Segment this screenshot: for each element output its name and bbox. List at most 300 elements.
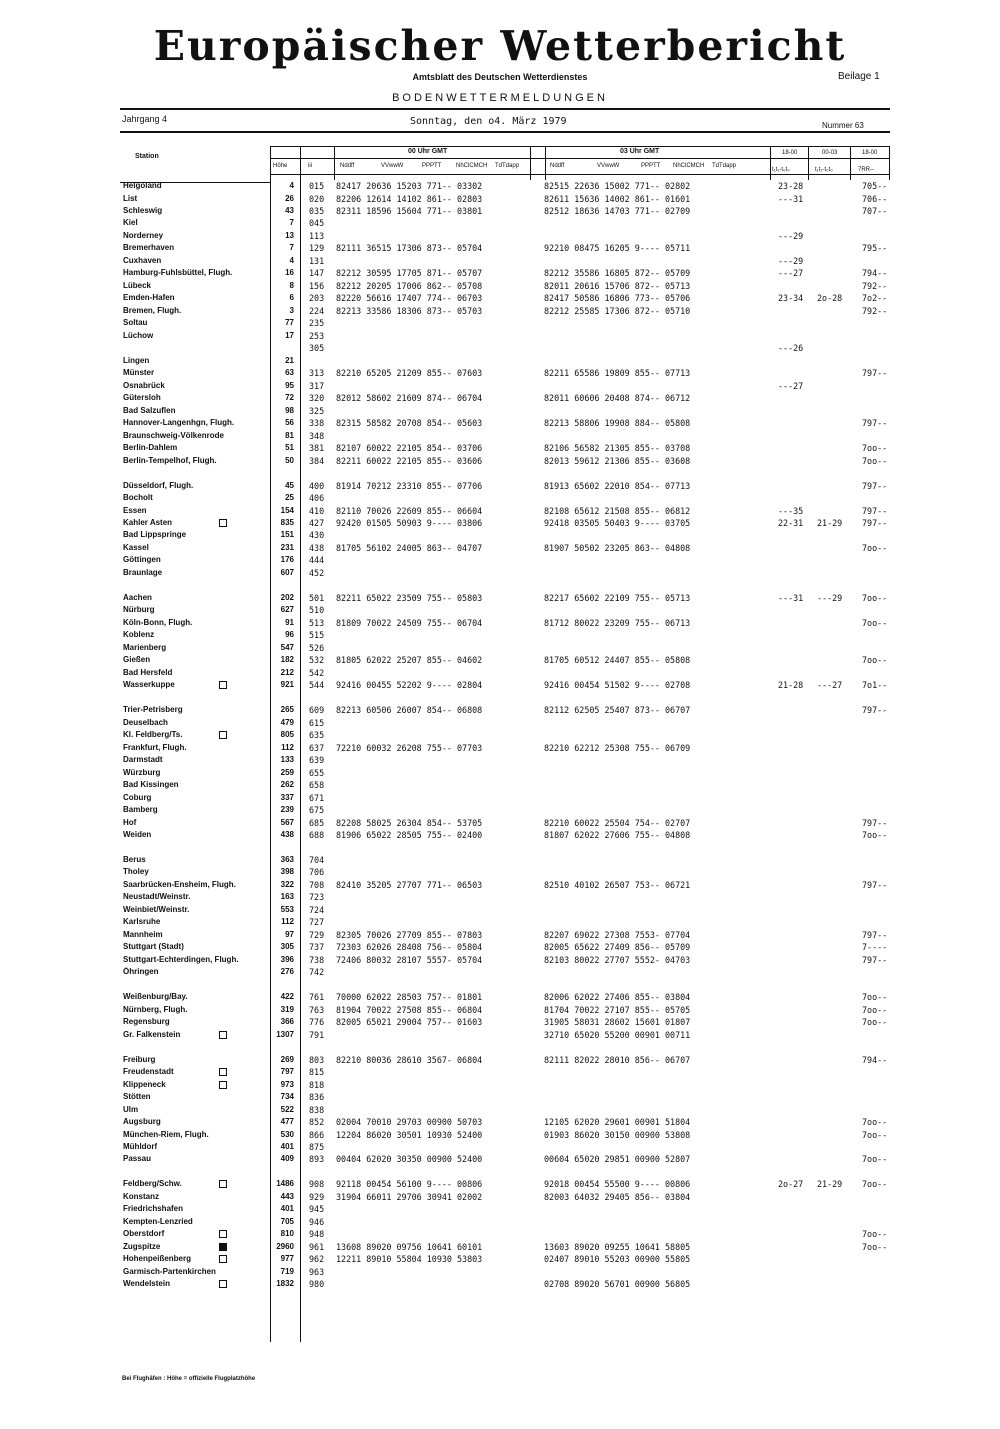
precip-group: 792-- [862, 305, 888, 316]
temp-range-18-00: ---35 [778, 505, 804, 516]
table-row [0, 1142, 1000, 1152]
precip-group: 797-- [862, 705, 888, 716]
obs-00-gmt: 82111 36515 17306 873-- 05704 [336, 243, 483, 254]
table-row [0, 530, 1000, 540]
table-row [0, 493, 1000, 503]
obs-03-gmt: 82005 65622 27409 856-- 05709 [544, 942, 691, 953]
precip-group: 7oo-- [862, 830, 888, 840]
station-elevation: 176 [280, 555, 294, 565]
station-index: 406 [309, 493, 325, 503]
precip-group: 707-- [862, 206, 888, 216]
obs-00-gmt: 12211 89010 55804 10930 53803 [336, 1254, 483, 1265]
station-elevation: 51 [285, 443, 294, 453]
temp-range-18-00: ---27 [778, 380, 804, 391]
col-station: Station [135, 153, 159, 160]
issue-number: Nummer 63 [822, 121, 864, 130]
station-index: 791 [309, 1029, 325, 1040]
station-elevation: 276 [280, 967, 294, 977]
station-elevation: 17 [285, 330, 294, 340]
precip-group: 7o2-- [862, 293, 888, 304]
station-name: Oberstdorf [123, 1229, 165, 1239]
station-elevation: 2960 [276, 1241, 294, 1251]
table-row [0, 680, 1000, 690]
station-elevation: 363 [280, 854, 294, 864]
station-index: 438 [309, 542, 325, 553]
station-index: 655 [309, 767, 325, 778]
obs-03-gmt: 82106 56582 21305 855-- 03708 [544, 443, 691, 454]
table-row [0, 1130, 1000, 1140]
station-name: Hannover-Langenhgn, Flugh. [123, 418, 235, 428]
station-index: 724 [309, 904, 325, 915]
station-elevation: 567 [280, 817, 294, 827]
station-elevation: 112 [281, 742, 294, 752]
station-name: Lingen [123, 355, 150, 365]
station-name: Passau [123, 1154, 152, 1164]
table-row [0, 1167, 1000, 1177]
station-name: Hamburg-Fuhlsbüttel, Flugh. [123, 268, 233, 278]
station-elevation: 319 [280, 1004, 294, 1014]
station-name: Neustadt/Weinstr. [123, 892, 191, 902]
table-row [0, 705, 1000, 715]
obs-03-gmt: 01903 86020 30150 00900 53808 [544, 1129, 691, 1140]
obs-00-gmt: 82210 65205 21209 855-- 07603 [336, 368, 483, 379]
temp-range-18-00: ---26 [778, 343, 804, 354]
table-row [0, 431, 1000, 441]
col-vvwww: VVwwW [597, 163, 620, 169]
obs-03-gmt: 82611 15636 14002 861-- 01601 [544, 193, 691, 204]
station-elevation: 1486 [276, 1179, 294, 1189]
station-name: Weißenburg/Bay. [123, 992, 188, 1002]
table-row [0, 830, 1000, 840]
station-index: 723 [309, 892, 325, 903]
station-elevation: 401 [280, 1142, 294, 1151]
station-elevation: 77 [285, 318, 294, 328]
obs-00-gmt: 72210 60032 26208 755-- 07703 [336, 742, 483, 753]
station-index: 400 [309, 480, 325, 491]
station-name: Weiden [123, 830, 152, 839]
station-elevation: 97 [285, 929, 294, 939]
precip-group: 797-- [862, 518, 888, 528]
station-elevation: 366 [280, 1017, 294, 1027]
obs-03-gmt: 81807 62022 27606 755-- 04808 [544, 830, 691, 840]
station-index: 348 [309, 430, 325, 441]
station-name: Bamberg [123, 805, 158, 814]
station-elevation: 95 [285, 380, 294, 390]
table-row [0, 693, 1000, 703]
station-name: Gütersloh [123, 393, 161, 403]
obs-00-gmt: 82206 12614 14102 861-- 02803 [336, 193, 483, 204]
station-elevation: 26 [285, 193, 294, 203]
obs-03-gmt: 81705 60512 24407 855-- 05808 [544, 655, 691, 666]
open-square-icon [219, 1081, 227, 1089]
obs-00-gmt: 00404 62020 30350 00900 52400 [336, 1154, 483, 1165]
table-row [0, 743, 1000, 753]
table-row [0, 1080, 1000, 1090]
obs-00-gmt: 82311 18596 15604 771-- 03801 [336, 206, 483, 216]
station-name: Helgoland [123, 181, 162, 190]
station-name: Kiel [123, 218, 138, 228]
station-index: 035 [309, 206, 325, 216]
station-index: 704 [309, 854, 325, 865]
col-nddff: Nddff [550, 163, 565, 169]
table-row [0, 1067, 1000, 1077]
obs-00-gmt: 92420 01505 50903 9---- 03806 [336, 518, 483, 528]
station-name: Lübeck [123, 280, 152, 290]
station-index: 452 [309, 567, 325, 578]
precip-group: 797-- [862, 879, 888, 890]
station-index: 866 [309, 1129, 325, 1140]
table-row [0, 905, 1000, 915]
station-index: 113 [309, 230, 325, 241]
temp-range-18-00: 22-31 [778, 518, 804, 528]
precip-group: 792-- [862, 280, 888, 291]
station-name: Wasserkuppe [123, 680, 175, 690]
precip-group: 794-- [862, 268, 888, 279]
obs-00-gmt: 82107 60022 22105 854-- 03706 [336, 443, 483, 454]
table-row [0, 917, 1000, 927]
station-elevation: 25 [285, 493, 294, 502]
precip-group: 797-- [862, 954, 888, 965]
station-index: 427 [309, 518, 325, 528]
obs-03-gmt: 12105 62020 29601 00901 51804 [544, 1117, 691, 1127]
station-index: 313 [309, 368, 325, 379]
station-elevation: 7 [289, 218, 294, 228]
table-row [0, 1017, 1000, 1027]
obs-03-gmt: 31905 58031 28602 15601 01807 [544, 1017, 691, 1028]
precip-group: 797-- [862, 368, 888, 379]
table-row [0, 1217, 1000, 1227]
temp-range-18-00: ---27 [778, 268, 804, 279]
precip-group: 705-- [862, 181, 888, 191]
station-name: Saarbrücken-Ensheim, Flugh. [123, 879, 236, 889]
obs-00-gmt: 82005 65021 29004 757-- 01603 [336, 1017, 483, 1028]
station-index: 444 [309, 555, 325, 566]
table-row [0, 1030, 1000, 1040]
obs-00-gmt: 82213 33586 18306 873-- 05703 [336, 305, 483, 316]
open-square-icon [219, 1280, 227, 1288]
station-elevation: 43 [285, 206, 294, 215]
precip-group: 7oo-- [862, 592, 888, 603]
table-row [0, 593, 1000, 603]
station-index: 544 [309, 680, 325, 691]
station-elevation: 977 [280, 1254, 294, 1264]
station-index: 685 [309, 817, 325, 828]
volume-label: Jahrgang 4 [122, 114, 168, 124]
obs-00-gmt: 82208 58025 26304 854-- 53705 [336, 817, 483, 828]
temp-range-00-03: 2o-28 [817, 293, 843, 304]
obs-03-gmt: 13603 89020 09255 10641 58805 [544, 1241, 691, 1252]
station-name: Tholey [123, 867, 149, 877]
table-row [0, 668, 1000, 678]
station-elevation: 151 [280, 530, 294, 540]
station-elevation: 212 [280, 667, 294, 677]
station-elevation: 443 [280, 1191, 294, 1201]
obs-03-gmt: 82011 20616 15706 872-- 05713 [544, 280, 691, 291]
station-elevation: 1832 [276, 1279, 294, 1289]
table-row [0, 456, 1000, 466]
station-index: 776 [309, 1017, 325, 1028]
station-elevation: 337 [280, 792, 294, 802]
station-name: Gießen [123, 655, 151, 665]
station-index: 818 [309, 1079, 325, 1090]
station-elevation: 265 [280, 705, 294, 715]
station-name: Ulm [123, 1104, 139, 1114]
station-elevation: 422 [280, 992, 294, 1002]
station-index: 510 [309, 605, 325, 616]
precip-group: 797-- [862, 418, 888, 429]
temp-range-18-00: 2o-27 [778, 1179, 804, 1190]
station-elevation: 56 [285, 418, 294, 428]
table-row [0, 393, 1000, 403]
obs-03-gmt: 02708 89020 56701 00900 56805 [544, 1279, 691, 1290]
station-name: Feldberg/Schw. [123, 1179, 182, 1189]
station-index: 742 [309, 967, 325, 978]
open-square-icon [219, 1230, 227, 1238]
station-name: Garmisch-Partenkirchen [123, 1266, 216, 1276]
table-row [0, 1154, 1000, 1164]
station-index: 838 [309, 1104, 325, 1115]
station-index: 852 [309, 1117, 325, 1127]
station-elevation: 921 [280, 680, 294, 690]
obs-03-gmt: 32710 65020 55200 00901 00711 [544, 1029, 691, 1040]
table-row [0, 306, 1000, 316]
obs-03-gmt: 82213 58806 19908 884-- 05808 [544, 418, 691, 429]
table-row [0, 892, 1000, 902]
station-index: 317 [309, 380, 325, 391]
col-vvwww: VVwwW [381, 163, 404, 169]
station-elevation: 96 [285, 630, 294, 640]
table-row [0, 818, 1000, 828]
col-iii: iii [308, 163, 312, 169]
table-row [0, 730, 1000, 740]
station-index: 948 [309, 1229, 325, 1240]
station-index: 147 [309, 268, 325, 279]
table-row [0, 805, 1000, 815]
station-index: 962 [309, 1254, 325, 1265]
station-elevation: 45 [285, 480, 294, 490]
station-elevation: 607 [280, 567, 294, 577]
station-elevation: 734 [280, 1092, 294, 1101]
station-elevation: 163 [280, 892, 294, 902]
station-name: Marienberg [123, 642, 167, 652]
station-index: 946 [309, 1216, 325, 1227]
obs-03-gmt: 82211 65586 19809 855-- 07713 [544, 368, 691, 379]
obs-03-gmt: 02407 89010 55203 00900 55805 [544, 1254, 691, 1265]
precip-group: 7oo-- [862, 1241, 888, 1252]
table-row [0, 967, 1000, 977]
obs-03-gmt: 82512 18636 14703 771-- 02709 [544, 206, 691, 216]
table-row [0, 1242, 1000, 1252]
obs-00-gmt: 81809 70022 24509 755-- 06704 [336, 617, 483, 628]
precip-group: 706-- [862, 193, 888, 204]
table-row [0, 768, 1000, 778]
table-row [0, 1117, 1000, 1127]
obs-03-gmt: 82510 40102 26507 753-- 06721 [544, 879, 691, 890]
table-row [0, 555, 1000, 565]
obs-00-gmt: 92118 00454 56100 9---- 00806 [336, 1179, 483, 1190]
station-index: 929 [309, 1191, 325, 1202]
station-index: 131 [309, 255, 325, 266]
station-name: Nürnberg, Flugh. [123, 1004, 188, 1014]
station-index: 235 [309, 318, 325, 329]
temp-range-18-00: ---29 [778, 255, 804, 266]
station-elevation: 805 [280, 730, 294, 740]
station-name: Norderney [123, 230, 164, 240]
obs-00-gmt: 82211 60022 22105 855-- 03606 [336, 455, 483, 466]
temp-range-18-00: ---31 [778, 592, 804, 603]
station-elevation: 112 [281, 917, 294, 927]
table-row [0, 643, 1000, 653]
obs-00-gmt: 72303 62026 28408 756-- 05804 [336, 942, 483, 953]
obs-03-gmt: 82103 80022 27707 5552- 04703 [544, 954, 691, 965]
temp-range-00-03: ---29 [817, 592, 843, 603]
obs-03-gmt: 82006 62022 27406 855-- 03804 [544, 992, 691, 1003]
obs-00-gmt: 81904 70022 27508 855-- 06804 [336, 1004, 483, 1015]
temp-range-18-00: 23-34 [778, 293, 804, 304]
station-name: Münster [123, 368, 155, 378]
precip-group: 7oo-- [862, 1229, 888, 1240]
station-index: 320 [309, 393, 325, 404]
obs-03-gmt: 82210 62212 25308 755-- 06709 [544, 742, 691, 753]
station-elevation: 553 [280, 904, 294, 914]
precip-group: 7oo-- [862, 1117, 888, 1127]
station-name: Kempten-Lenzried [123, 1216, 193, 1226]
station-index: 526 [309, 642, 325, 653]
station-index: 688 [309, 830, 325, 840]
station-name: Bad Hersfeld [123, 667, 173, 677]
station-index: 706 [309, 867, 325, 878]
sub-rr: 7RR-- [858, 167, 874, 173]
station-elevation: 21 [285, 355, 294, 365]
station-index: 305 [309, 343, 325, 354]
station-elevation: 4 [289, 255, 294, 265]
station-name: Kl. Feldberg/Ts. [123, 730, 183, 740]
table-row [0, 231, 1000, 241]
obs-03-gmt: 82210 60022 25504 754-- 02707 [544, 817, 691, 828]
table-row [0, 1229, 1000, 1239]
col-nhcl: NhClCMCH [456, 163, 488, 169]
station-elevation: 98 [285, 405, 294, 415]
open-square-icon [219, 1255, 227, 1263]
station-elevation: 438 [280, 830, 294, 839]
station-index: 253 [309, 330, 325, 341]
station-elevation: 810 [280, 1229, 294, 1239]
station-index: 875 [309, 1142, 325, 1152]
table-row [0, 955, 1000, 965]
station-name: Frankfurt, Flugh. [123, 742, 187, 752]
open-square-icon [219, 731, 227, 739]
range-18-00: 18-00 [782, 150, 798, 156]
obs-03-gmt: 81704 70022 27107 855-- 05705 [544, 1004, 691, 1015]
station-elevation: 91 [285, 617, 294, 627]
station-elevation: 202 [280, 592, 294, 602]
station-name: Bad Lippspringe [123, 530, 187, 540]
station-index: 658 [309, 780, 325, 790]
station-name: Darmstadt [123, 755, 163, 765]
table-row [0, 406, 1000, 416]
precip-group: 795-- [862, 243, 888, 254]
station-name: Schleswig [123, 206, 163, 215]
table-row [0, 842, 1000, 852]
station-name: Karlsruhe [123, 917, 161, 927]
station-elevation: 3 [289, 305, 294, 315]
station-elevation: 477 [280, 1117, 294, 1126]
station-name: Wendelstein [123, 1279, 170, 1289]
station-index: 671 [309, 792, 325, 803]
table-row [0, 605, 1000, 615]
table-row [0, 506, 1000, 516]
table-row [0, 992, 1000, 1002]
station-index: 963 [309, 1266, 325, 1277]
precip-group: 7oo-- [862, 1017, 888, 1028]
station-elevation: 81 [285, 430, 294, 440]
obs-03-gmt: 82212 35586 16805 872-- 05709 [544, 268, 691, 279]
table-row [0, 418, 1000, 428]
table-row [0, 293, 1000, 303]
table-row [0, 930, 1000, 940]
obs-00-gmt: 12204 86020 30501 10930 52400 [336, 1129, 483, 1140]
station-name: Hohenpeißenberg [123, 1254, 192, 1264]
col-hoehe: Höhe [273, 163, 288, 169]
station-index: 945 [309, 1204, 325, 1215]
station-index: 609 [309, 705, 325, 716]
station-name: Deuselbach [123, 717, 168, 727]
table-row [0, 630, 1000, 640]
temp-range-00-03: 21-29 [817, 1179, 843, 1190]
station-index: 615 [309, 717, 325, 728]
station-elevation: 322 [280, 879, 294, 889]
station-name: Bad Kissingen [123, 780, 179, 789]
temp-range-18-00: 21-28 [778, 680, 804, 691]
col-pppt: PPPTT [641, 163, 661, 169]
station-name: Gr. Falkenstein [123, 1029, 181, 1039]
table-row [0, 268, 1000, 278]
station-index: 738 [309, 954, 325, 965]
station-name: Mühldorf [123, 1142, 158, 1151]
station-name: Freudenstadt [123, 1067, 174, 1077]
station-elevation: 262 [280, 780, 294, 789]
obs-00-gmt: 81906 65022 28505 755-- 02400 [336, 830, 483, 840]
station-name: Köln-Bonn, Flugh. [123, 617, 193, 627]
station-index: 980 [309, 1279, 325, 1290]
temp-range-18-00: 23-28 [778, 181, 804, 191]
station-index: 224 [309, 305, 325, 316]
station-elevation: 797 [280, 1067, 294, 1077]
station-index: 381 [309, 443, 325, 454]
station-index: 708 [309, 879, 325, 890]
station-index: 639 [309, 755, 325, 766]
obs-03-gmt: 82108 65612 21508 855-- 06812 [544, 505, 691, 516]
precip-group: 7oo-- [862, 617, 888, 628]
station-name: Essen [123, 505, 147, 515]
obs-03-gmt: 81907 50502 23205 863-- 04808 [544, 542, 691, 553]
table-row [0, 1192, 1000, 1202]
precip-group: 797-- [862, 480, 888, 491]
station-name: Bocholt [123, 493, 153, 502]
station-index: 961 [309, 1241, 325, 1252]
precip-group: 7o1-- [862, 680, 888, 691]
station-elevation: 269 [280, 1054, 294, 1064]
table-row [0, 243, 1000, 253]
precip-group: 7oo-- [862, 443, 888, 454]
station-elevation: 6 [289, 293, 294, 303]
station-elevation: 50 [285, 455, 294, 465]
obs-03-gmt: 81712 80022 23209 755-- 06713 [544, 617, 691, 628]
station-index: 727 [309, 917, 325, 928]
station-name: Bad Salzuflen [123, 405, 176, 415]
station-index: 729 [309, 929, 325, 940]
station-elevation: 705 [280, 1216, 294, 1226]
